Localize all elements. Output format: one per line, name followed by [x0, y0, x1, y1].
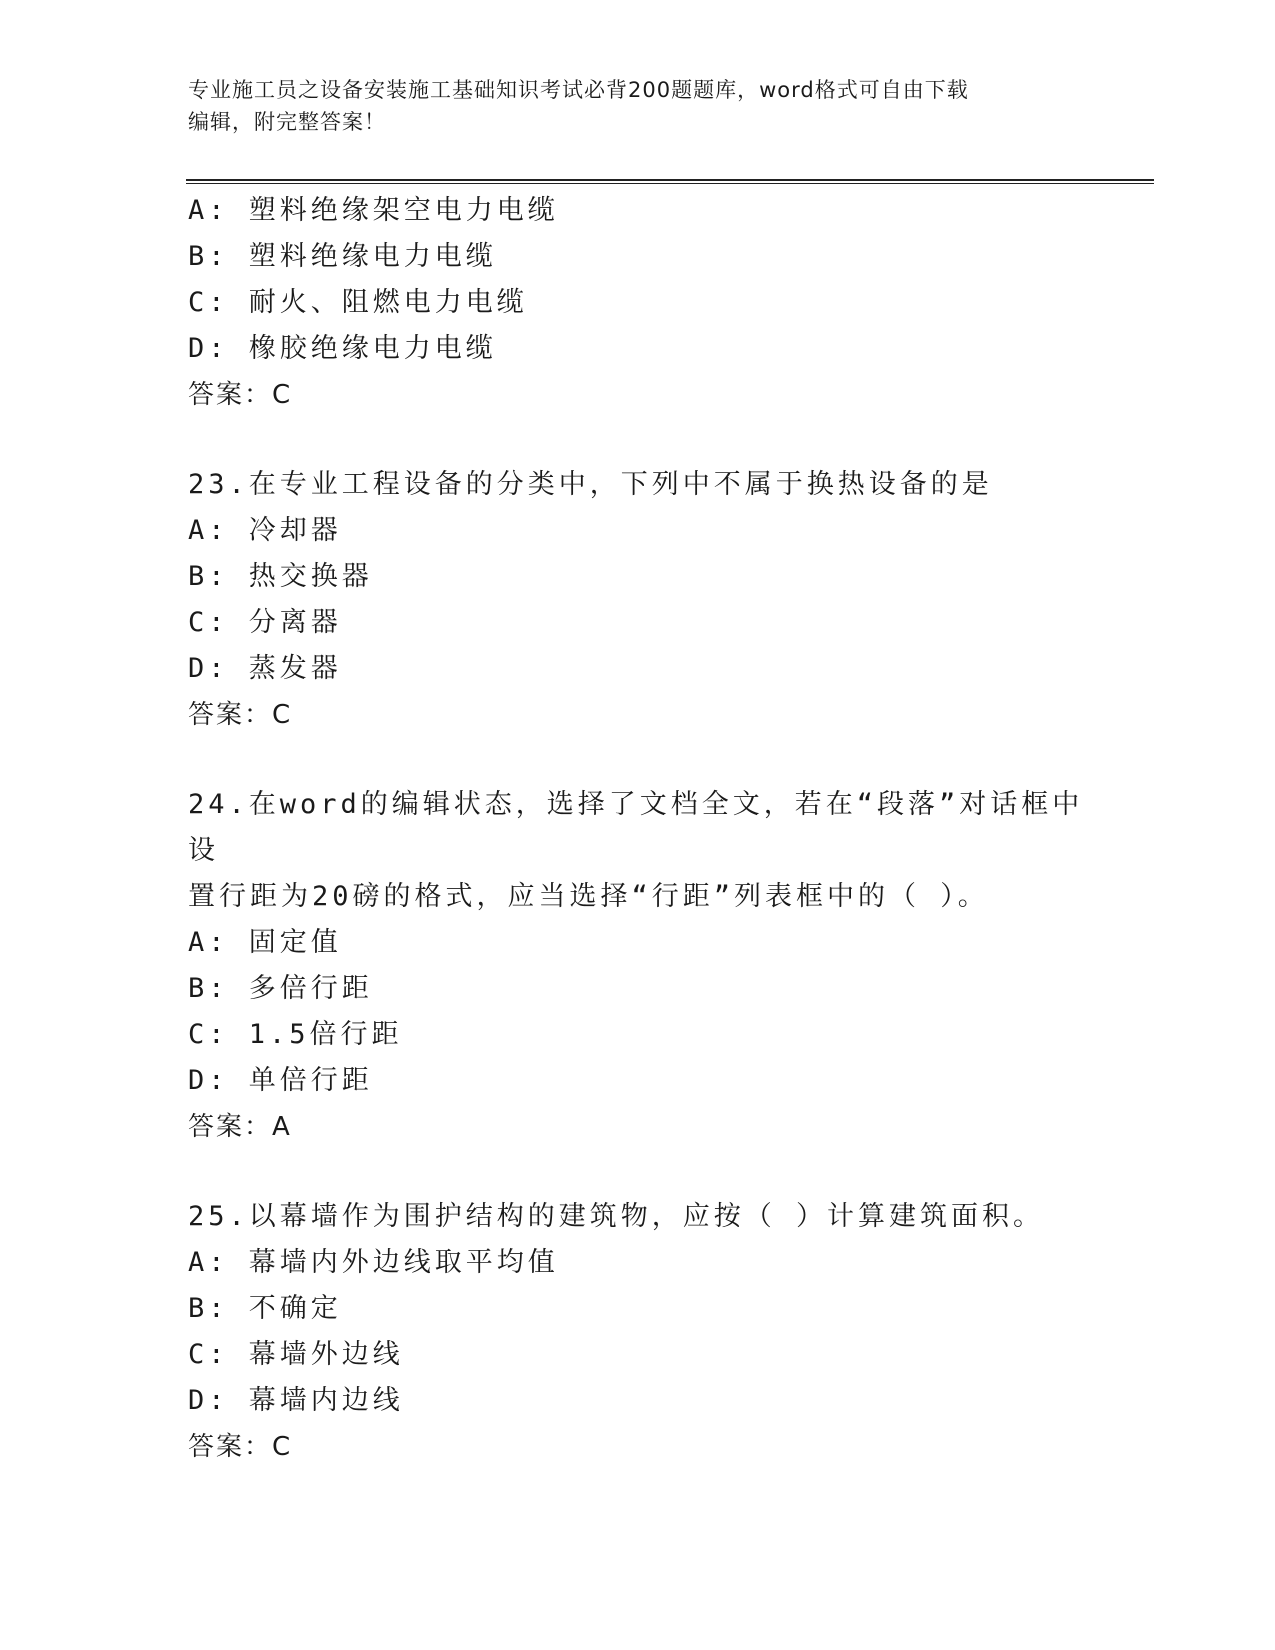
- option-c: C: 分离器: [188, 607, 342, 638]
- answer-line: 答案：A: [188, 1112, 292, 1142]
- question-block-24: [188, 782, 1088, 1150]
- block-spacer: [188, 418, 1088, 462]
- question-text: 25.以幕墙作为围护结构的建筑物，应按（ ）计算建筑面积。: [188, 1201, 1045, 1232]
- question-text-line-2: 置行距为20磅的格式，应当选择“行距”列表框中的（ ）。: [188, 881, 989, 912]
- question-block-23: [188, 462, 1088, 738]
- option-c: C: 幕墙外边线: [188, 1339, 404, 1370]
- question-text: 23.在专业工程设备的分类中，下列中不属于换热设备的是: [188, 469, 993, 500]
- option-a: A: 固定值: [188, 927, 342, 958]
- question-block-22: [188, 188, 1088, 418]
- option-b: B: 热交换器: [188, 561, 373, 592]
- option-b: B: 不确定: [188, 1293, 342, 1324]
- option-d: D: 单倍行距: [188, 1065, 373, 1096]
- header-title-line-1: 专业施工员之设备安装施工基础知识考试必背200题题库，word格式可自由下载: [188, 78, 969, 102]
- option-b: B: 多倍行距: [188, 973, 373, 1004]
- header-divider-thick: [186, 179, 1154, 181]
- option-a: A: 塑料绝缘架空电力电缆: [188, 195, 559, 226]
- option-a: A: 冷却器: [188, 515, 342, 546]
- header-title-line-2: 编辑，附完整答案！: [188, 110, 386, 134]
- block-spacer: [188, 1150, 1088, 1194]
- option-d: D: 幕墙内边线: [188, 1385, 404, 1416]
- page-header: [188, 74, 1088, 138]
- option-b: B: 塑料绝缘电力电缆: [188, 241, 497, 272]
- block-spacer: [188, 738, 1088, 782]
- answer-line: 答案：C: [188, 700, 293, 730]
- option-d: D: 蒸发器: [188, 653, 342, 684]
- option-c: C: 1.5倍行距: [188, 1019, 403, 1050]
- answer-line: 答案：C: [188, 380, 293, 410]
- option-d: D: 橡胶绝缘电力电缆: [188, 333, 497, 364]
- question-list: [188, 188, 1088, 1470]
- question-block-25: [188, 1194, 1088, 1470]
- question-text-line-1: 24.在word的编辑状态，选择了文档全文，若在“段落”对话框中设: [188, 789, 1084, 866]
- option-a: A: 幕墙内外边线取平均值: [188, 1247, 559, 1278]
- answer-line: 答案：C: [188, 1432, 293, 1462]
- option-c: C: 耐火、阻燃电力电缆: [188, 287, 528, 318]
- header-divider-thin: [186, 183, 1154, 184]
